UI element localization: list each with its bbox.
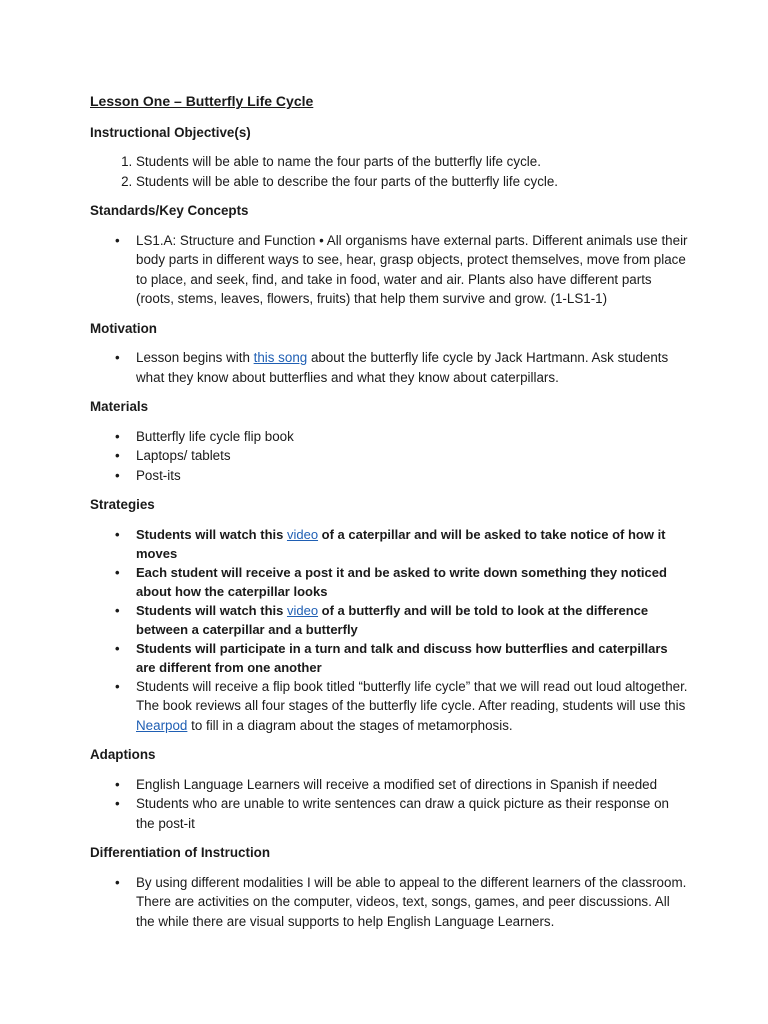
- bullet-icon: •: [115, 564, 120, 580]
- standards-heading: Standards/Key Concepts: [90, 203, 249, 218]
- strategy-text: to fill in a diagram about the stages of metamorphosis.: [187, 717, 513, 733]
- butterfly-video-link[interactable]: video: [286, 602, 319, 618]
- motivation-text-pre: Lesson begins with: [136, 350, 254, 365]
- strategy-item: [115, 639, 690, 677]
- strategies-list: [90, 525, 690, 736]
- bullet-icon: •: [115, 602, 120, 618]
- strategies-heading: Strategies: [90, 497, 155, 512]
- adaptions-heading: Adaptions: [90, 747, 156, 762]
- strategy-text: Students will receive a flip book titled “butterfly life cycle” that we will read out loud altogether. The book reviews all four stages of the butterfly life cycle. After reading, students will use this: [136, 678, 688, 713]
- differentiation-heading: Differentiation of Instruction: [90, 845, 271, 860]
- bullet-icon: •: [115, 428, 120, 444]
- strategy-item: [115, 525, 690, 563]
- differentiation-item: [115, 873, 690, 932]
- material-item: [115, 466, 690, 486]
- lesson-title: Lesson One – Butterfly Life Cycle: [90, 93, 314, 109]
- document-content: [90, 92, 690, 941]
- material-text: Laptops/ tablets: [136, 448, 231, 463]
- differentiation-text: By using different modalities I will be able to appeal to the different learners of the classroom. There are activities on the computer, videos, text, songs, games, and peer discussions. All the while there are visual supports to help English Language Learners.: [136, 874, 687, 929]
- objectives-list: [90, 152, 690, 191]
- objective-item: 2. Students will be able to describe the four parts of the butterfly life cycle.: [136, 172, 690, 192]
- standards-list: [90, 231, 690, 309]
- motivation-text-post: about the butterfly life cycle by Jack Hartmann. Ask students what they know about butterflies and what they know about caterpillars.: [136, 350, 669, 385]
- motivation-heading: Motivation: [90, 320, 157, 336]
- bullet-icon: •: [115, 448, 120, 463]
- differentiation-list: [90, 873, 690, 932]
- strategy-text: of a caterpillar and will be asked to take notice of how it moves: [136, 526, 666, 561]
- strategy-text: Students will watch this: [136, 602, 287, 618]
- standards-text: LS1.A: Structure and Function • All organisms have external parts. Different animals use their body parts in different ways to see, hear, grasp objects, protect themselves, move from place to place, and seek, find, and take in food, water and air. Plants also have different parts (roots, stems, leaves, flowers, fruits) that help them survive and grow. (1-LS1-1): [136, 232, 688, 306]
- nearpod-link[interactable]: Nearpod: [136, 717, 188, 733]
- adaption-text: Students who are unable to write sentences can draw a quick picture as their response on the post-it: [136, 796, 669, 831]
- motivation-list: [90, 348, 690, 387]
- adaption-item: [115, 794, 690, 833]
- standards-item: [115, 231, 690, 309]
- bullet-icon: •: [115, 640, 120, 656]
- bullet-icon: •: [115, 232, 120, 248]
- strategy-item: [115, 563, 690, 601]
- adaption-text: English Language Learners will receive a modified set of directions in Spanish if needed: [136, 776, 658, 792]
- bullet-icon: •: [115, 874, 120, 890]
- bullet-icon: •: [115, 467, 120, 483]
- bullet-icon: •: [115, 526, 120, 542]
- material-item: [115, 446, 690, 466]
- strategy-item: [115, 601, 690, 639]
- song-link[interactable]: this song: [253, 350, 308, 365]
- objective-item: 1. Students will be able to name the four parts of the butterfly life cycle.: [136, 152, 690, 172]
- material-item: [115, 427, 690, 447]
- material-text: Butterfly life cycle flip book: [136, 428, 294, 444]
- adaption-item: [115, 775, 690, 795]
- strategy-text: Each student will receive a post it and be asked to write down something they noticed about how the caterpillar looks: [136, 564, 667, 599]
- material-text: Post-its: [136, 467, 181, 483]
- materials-heading: Materials: [90, 399, 149, 414]
- strategy-text: Students will watch this: [136, 526, 287, 542]
- bullet-icon: •: [115, 350, 120, 365]
- strategy-text: of a butterfly and will be told to look at the difference between a caterpillar and a butterfly: [136, 602, 649, 637]
- motivation-item: [115, 348, 690, 387]
- caterpillar-video-link[interactable]: video: [286, 526, 319, 542]
- bullet-icon: •: [115, 796, 120, 811]
- adaptions-list: [90, 775, 690, 834]
- objectives-heading: Instructional Objective(s): [90, 124, 251, 140]
- strategy-text: Students will participate in a turn and talk and discuss how butterflies and caterpillars are different from one another: [136, 640, 668, 675]
- materials-list: [90, 427, 690, 486]
- bullet-icon: •: [115, 776, 120, 792]
- strategy-item: [115, 677, 690, 736]
- bullet-icon: •: [115, 678, 120, 694]
